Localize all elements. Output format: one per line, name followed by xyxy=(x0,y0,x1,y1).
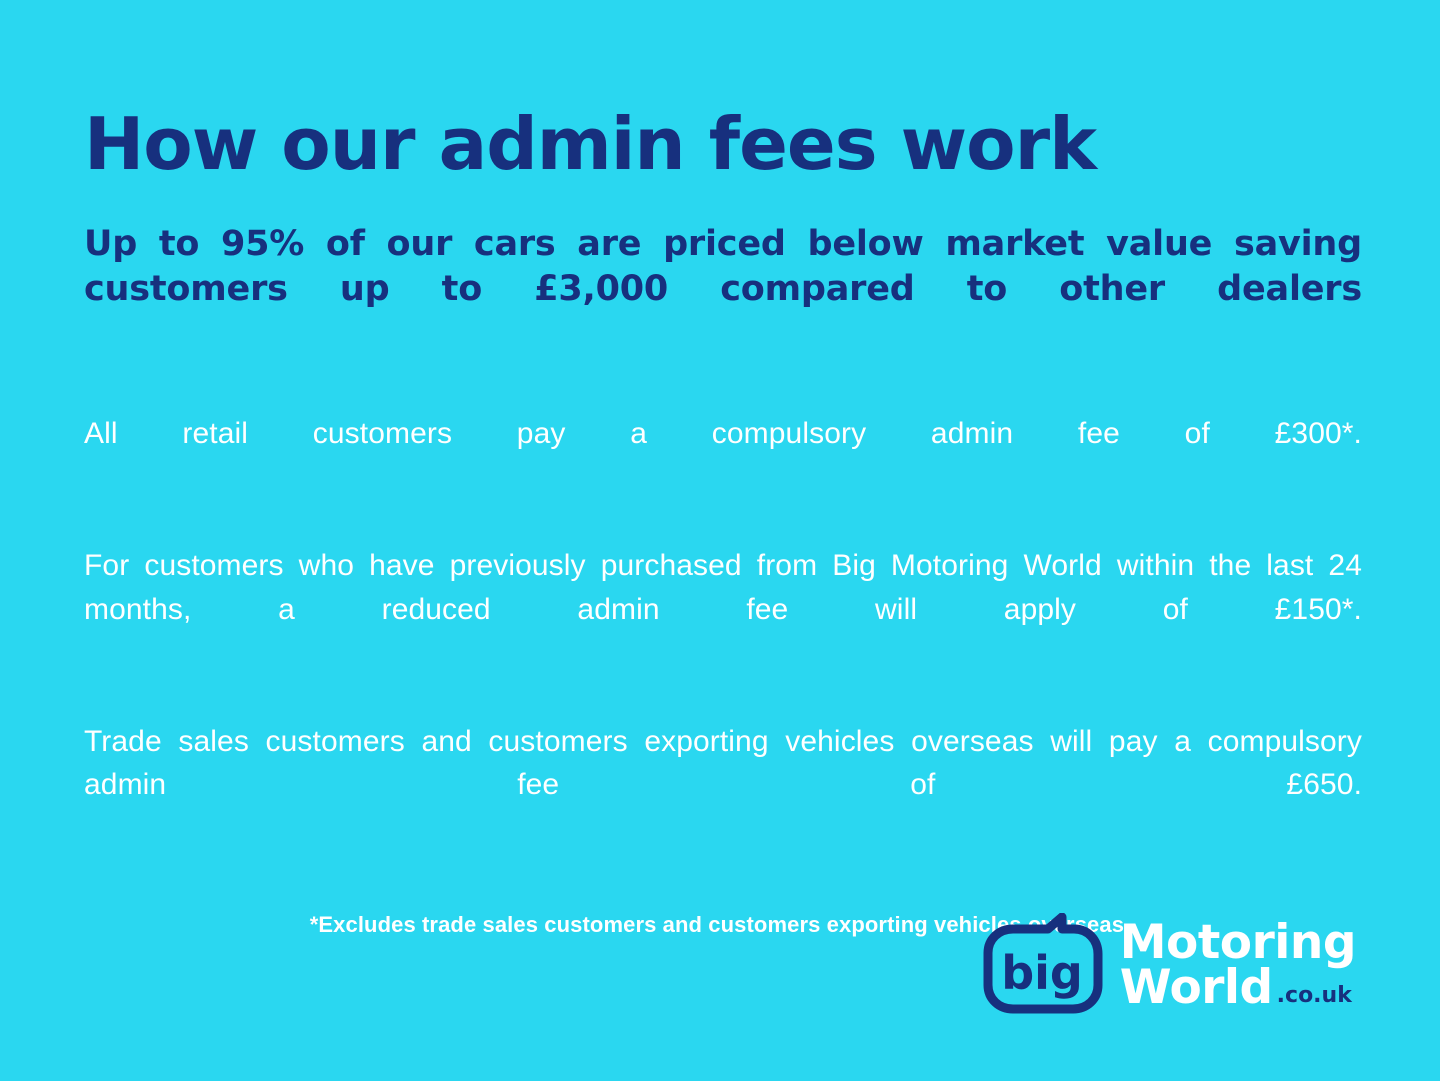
brand-line-2: World xyxy=(1119,960,1273,1015)
paragraph-trade-export-fee: Trade sales customers and customers exporting vehicles overseas will pay a compulsory admin fee of £650. xyxy=(84,724,1362,802)
subheading: Up to 95% of our cars are priced below market value saving customers up to £3,000 compared to other dealers xyxy=(84,224,1362,309)
svg-text:big: big xyxy=(1000,946,1083,1000)
brand-line-1: Motoring xyxy=(1119,914,1356,970)
brand-line-2-row xyxy=(1119,960,1356,1015)
brand-logo xyxy=(978,913,1356,1017)
footnote: *Excludes trade sales customers and customers exporting vehicles overseas. xyxy=(309,912,1131,938)
brand-tld: .co.uk xyxy=(1276,983,1352,1008)
brand-wordmark xyxy=(1119,914,1356,1015)
paragraph-returning-customer-fee: For customers who have previously purchased from Big Motoring World within the last 24 months, a reduced admin fee will apply of £150*. xyxy=(84,549,1362,626)
page-title: How our admin fees work xyxy=(84,102,1097,186)
big-logo-icon xyxy=(978,913,1106,1017)
paragraph-retail-fee: All retail customers pay a compulsory admin fee of £300*. xyxy=(84,417,1362,451)
